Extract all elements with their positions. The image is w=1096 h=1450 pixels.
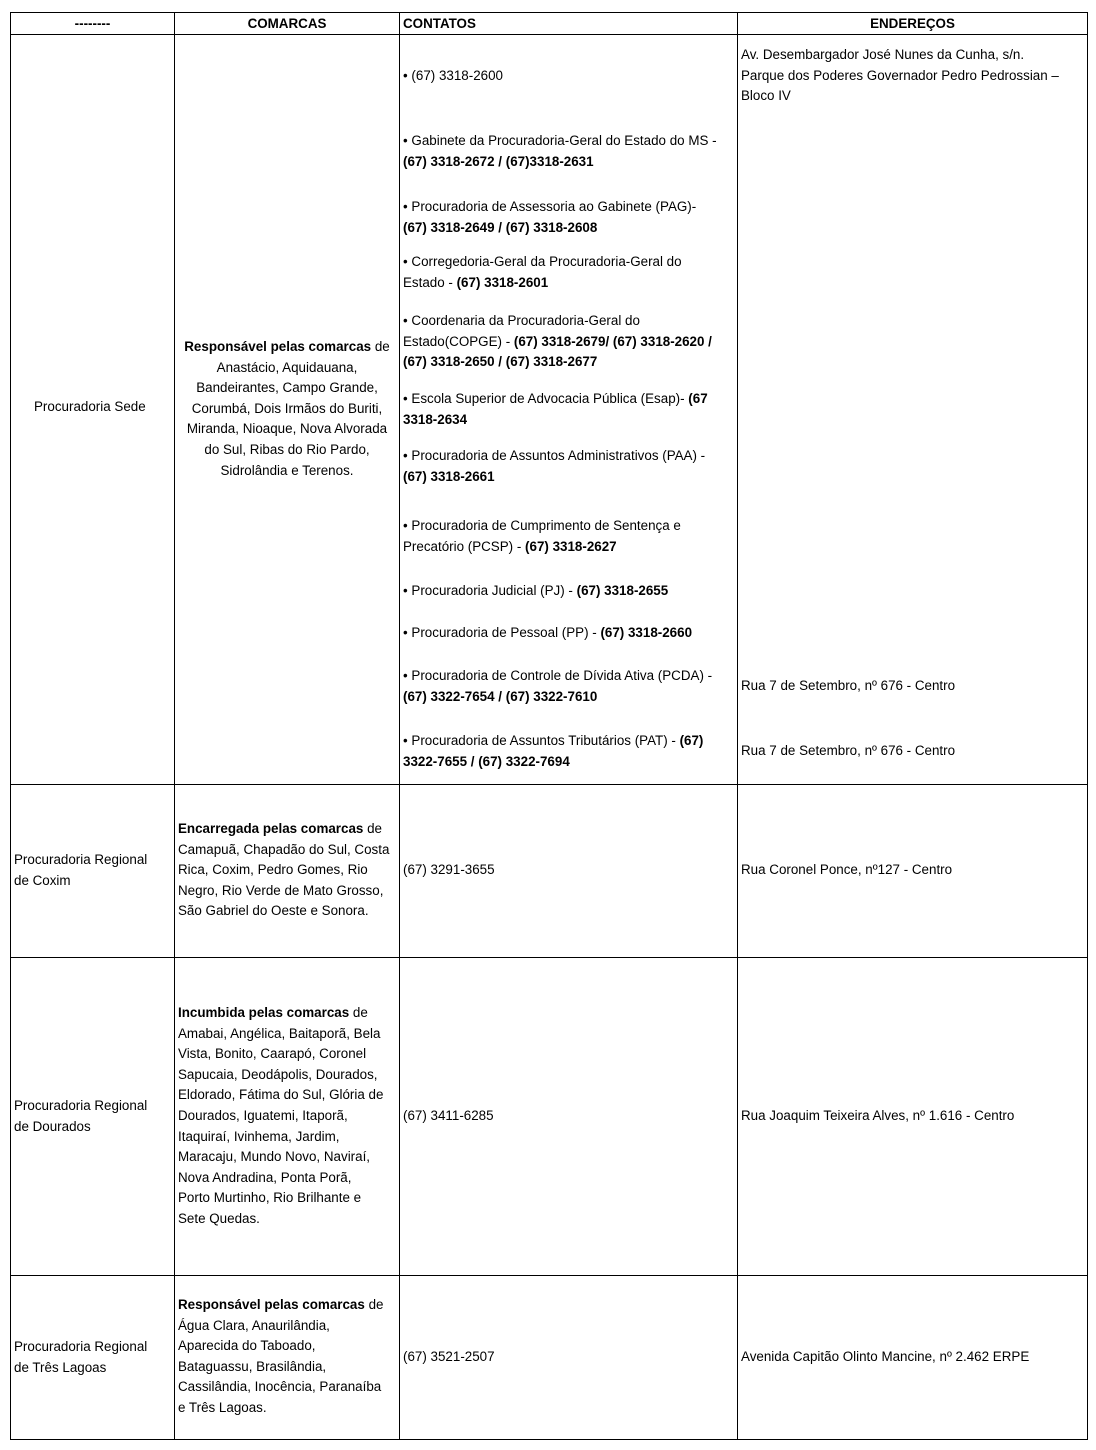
row-divider [10, 784, 1088, 785]
contact-phone: (67) 3521-2507 [403, 1349, 495, 1364]
column-divider [737, 12, 738, 1440]
header-col-1: -------- [74, 16, 111, 31]
comarcas-cell: Responsável pelas comarcas de Anastácio, Aquidauana, Bandeirantes, Campo Grande, Corumbá, Dois Irmãos do Buriti, Miranda, Nioaque, Nova Alvorada do Sul, Ribas do Rio Pardo, Sidrolândia e Terenos. [184, 339, 390, 478]
contact-pj: • Procuradoria Judicial (PJ) - (67) 3318-2655 [403, 583, 669, 598]
row-name: Procuradoria Regional de Três Lagoas [14, 1339, 148, 1375]
column-divider [174, 12, 175, 1440]
contact-pp: • Procuradoria de Pessoal (PP) - (67) 3318-2660 [403, 625, 693, 640]
table-border-right [1087, 12, 1088, 1440]
header-contatos: CONTATOS [403, 16, 476, 31]
contact-pat: • Procuradoria de Assuntos Tributários (PAT) - (67) 3322-7655 / (67) 3322-7694 [403, 733, 704, 769]
contact-corregedoria: • Corregedoria-Geral da Procuradoria-Geral do Estado - (67) 3318-2601 [403, 254, 682, 290]
contact-pcda: • Procuradoria de Controle de Dívida Ativa (PCDA) - (67) 3322-7654 / (67) 3322-7610 [403, 668, 713, 704]
contact-phone: (67) 3411-6285 [403, 1108, 494, 1123]
contact-paa: • Procuradoria de Assuntos Administrativos (PAA) - (67) 3318-2661 [403, 448, 706, 484]
row-name: Procuradoria Sede [34, 399, 146, 414]
contact-main: • (67) 3318-2600 [403, 68, 503, 83]
address-pcda: Rua 7 de Setembro, nº 676 - Centro [741, 678, 956, 693]
comarcas-bold: Responsável pelas comarcas [184, 339, 372, 354]
contact-pcsp: • Procuradoria de Cumprimento de Sentença e Precatório (PCSP) - (67) 3318-2627 [403, 518, 681, 554]
address: Rua Coronel Ponce, nº127 - Centro [741, 862, 953, 877]
contact-pag: • Procuradoria de Assessoria ao Gabinete (PAG)- (67) 3318-2649 / (67) 3318-2608 [403, 199, 697, 235]
row-divider [10, 1275, 1088, 1276]
row-name: Procuradoria Regional de Dourados [14, 1098, 148, 1134]
column-divider [399, 12, 400, 1440]
table-border-bottom [10, 1439, 1088, 1440]
contact-gabinete: • Gabinete da Procuradoria-Geral do Estado do MS - (67) 3318-2672 / (67)3318-2631 [403, 133, 717, 169]
comarcas-cell: Incumbida pelas comarcas de Amabai, Angélica, Baitaporã, Bela Vista, Bonito, Caarapó, Coronel Sapucaia, Deodápolis, Dourados, Eldorado, Fátima do Sul, Glória de Dourados, Iguatemi, Itaporã, Itaquiraí, Ivinhema, Jardim, Maracaju, Mundo Novo, Naviraí, Nova Andradina, Ponta Porã, Porto Murtinho, Rio Brilhante e Sete Quedas. [178, 1005, 384, 1226]
row-divider [10, 957, 1088, 958]
comarcas-cell: Responsável pelas comarcas de Água Clara, Anaurilândia, Aparecida do Taboado, Bataguassu, Brasilândia, Cassilândia, Inocência, Paranaíba e Três Lagoas. [178, 1297, 384, 1415]
header-enderecos: ENDEREÇOS [870, 16, 955, 31]
address: Rua Joaquim Teixeira Alves, nº 1.616 - Centro [741, 1108, 1015, 1123]
header-divider [10, 34, 1088, 35]
contact-esap: • Escola Superior de Advocacia Pública (Esap)- (67 3318-2634 [403, 391, 708, 427]
contact-phone: (67) 3291-3655 [403, 862, 495, 877]
comarcas-cell: Encarregada pelas comarcas de Camapuã, Chapadão do Sul, Costa Rica, Coxim, Pedro Gomes, Rio Negro, Rio Verde de Mato Grosso, São Gabriel do Oeste e Sonora. [178, 821, 390, 919]
contact-copge: • Coordenaria da Procuradoria-Geral do Estado(COPGE) - (67) 3318-2679/ (67) 3318-2620 / (67) 3318-2650 / (67) 3318-2677 [403, 313, 712, 370]
header-comarcas: COMARCAS [247, 16, 327, 31]
address: Avenida Capitão Olinto Mancine, nº 2.462 ERPE [741, 1349, 1030, 1364]
address-pat: Rua 7 de Setembro, nº 676 - Centro [741, 743, 956, 758]
address-sede: Av. Desembargador José Nunes da Cunha, s/n. Parque dos Poderes Governador Pedro Pedrossian – Bloco IV [741, 47, 1059, 104]
table-border-left [10, 12, 11, 1440]
row-name: Procuradoria Regional de Coxim [14, 852, 148, 888]
